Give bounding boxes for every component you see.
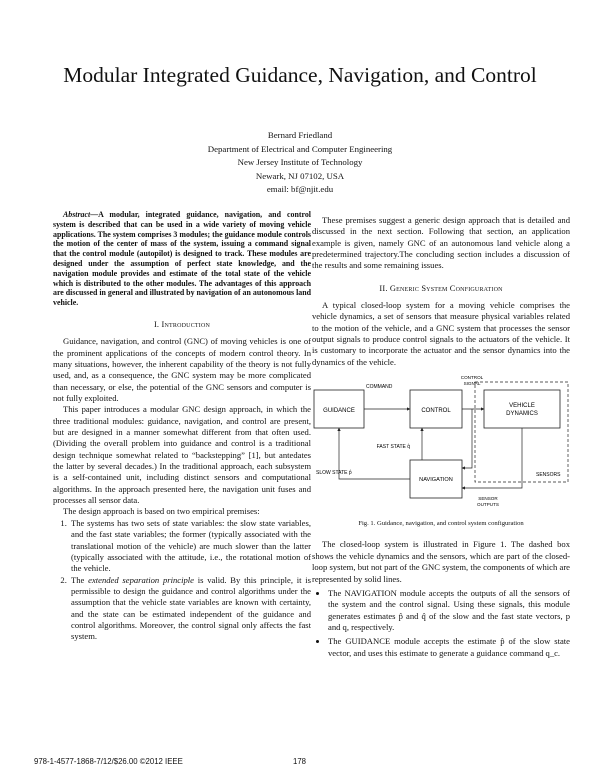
author-block xyxy=(60,129,540,197)
slow-state-label: SLOW STATE p̂ xyxy=(316,470,352,477)
bullet-2-label: GUIDANCE xyxy=(345,636,391,647)
paper-title: Modular Integrated Guidance, Navigation, and Control xyxy=(63,63,537,87)
bullet-guidance xyxy=(328,636,570,659)
fast-state-label: FAST STATE q̂ xyxy=(376,444,410,451)
right-column xyxy=(312,215,570,662)
vehicle-box xyxy=(484,390,560,428)
intro-paragraph-1: Guidance, navigation, and control (GNC) of moving vehicles is one of the prominent applications of the concepts of modern control theory. In many situations, however, the inherent capability of the theory is not fully used, and, as a consequence, the GNC system may be more complicated than necessary, or else, the potential of the GNC sensors and computer is not fully exploited. xyxy=(53,336,311,404)
guidance-label: GUIDANCE xyxy=(323,408,355,415)
author-city: Newark, NJ 07102, USA xyxy=(255,170,345,181)
premise-list xyxy=(53,518,311,643)
vehicle-label-2: DYNAMICS xyxy=(506,411,538,418)
premise-2-post: is valid. By this principle, it is permissible to design the guidance and control algorithms under the assumption that the vehicle state variables are known with certainty, and the state can be estimated independent of the guidance and control algorithms. Moreover, the control signal only affects the fast system. xyxy=(71,574,311,642)
abstract xyxy=(53,210,311,308)
config-heading: II. Generic System Configuration xyxy=(379,283,503,293)
intro-heading: I. Introduction xyxy=(153,319,211,329)
command-label: COMMAND xyxy=(366,384,393,391)
bullet-1-pre: The xyxy=(328,587,345,598)
author-institute: New Jersey Institute of Technology xyxy=(237,157,363,168)
author-name: Bernard Friedland xyxy=(267,130,333,140)
control-signal-label-2: SIGNAL xyxy=(463,381,481,387)
bullet-2-post: module accepts the estimate p̂ of the slow state vector, and uses this estimate to generate a guidance command q_c. xyxy=(328,636,570,658)
left-column xyxy=(53,210,311,643)
plant-dashed-box xyxy=(475,382,568,482)
author-dept: Department of Electrical and Computer Engineering xyxy=(207,143,393,154)
bullet-2-pre: The xyxy=(328,636,346,647)
bullet-1-post: module accepts the outputs of all the sensors of the system and the control signal. Using these signals, this module generates estimates p̂ and q̂ of the slow and the fast state vectors, p and q, respectively. xyxy=(328,587,570,632)
control-signal-label-1: CONTROL xyxy=(460,376,484,381)
sensors-label: SENSORS xyxy=(536,472,561,479)
page-number: 178 xyxy=(293,757,307,766)
sensor-outputs-label-2: OUTPUTS xyxy=(477,502,499,508)
intro-paragraph-2: This paper introduces a modular GNC design approach, in which the three traditional modules: guidance, navigation, and control are present, but are designed in a manner somewhat different from that often used. (Dividing the overall problem into guidance and control is a traditional design technique somewhat related to “backstepping” [1], but antedates the latter by several decades.) In the traditional approach, each subsystem is a self-contained unit, including distinct sensors and computational algorithms. In the approach presented here, the navigation unit fuses and processes all sensor data. xyxy=(53,404,311,506)
premise-2-pre: The xyxy=(71,574,89,585)
bullet-navigation xyxy=(328,588,570,633)
gnc-diagram xyxy=(312,376,570,514)
intro-paragraph-3: The design approach is based on two empirical premises: xyxy=(63,506,260,517)
abstract-label: Abstract xyxy=(63,210,91,219)
sensor-output-arrow xyxy=(462,428,522,488)
sensor-outputs-label-1: SENSOR xyxy=(478,496,498,502)
premise-2-emph: extended separation principle xyxy=(88,574,194,585)
module-list xyxy=(312,588,570,659)
premise-1: 1. The systems has two sets of state variables: the slow state variables, and the fast state variables; the former (typically associated with the translational motion of the vehicle) are much slower than the latter (typically associated with the attitude, i.e., the rotational motion of the vehicle. xyxy=(69,518,311,575)
figure-1 xyxy=(312,376,570,514)
config-paragraph-1: A typical closed-loop system for a moving vehicle comprises the vehicle dynamics, a set of sensors that measure physical variables related to the motion of the vehicle, and a GNC system that processes the sensor output signals to produce control signals to the actuators of the vehicle. It is customary to incorporate the actuator and the sensor dynamics into the dynamics of the vehicle. xyxy=(312,300,570,367)
footer-isbn: 978-1-4577-1868-7/12/$26.00 ©2012 IEEE xyxy=(34,757,183,766)
control-label: CONTROL xyxy=(421,408,451,415)
author-email: email: bf@njit.edu xyxy=(266,184,334,195)
config-paragraph-2: The closed-loop system is illustrated in Figure 1. The dashed box shows the vehicle dynamics and the sensors, which are part of the closed-loop system, but not part of the GNC system, the components of which are represented by solid lines. xyxy=(312,539,570,584)
figure-caption: Fig. 1. Guidance, navigation, and control system configuration xyxy=(358,520,524,528)
navigation-label: NAVIGATION xyxy=(419,477,453,484)
bullet-1-label: NAVIGATION xyxy=(344,587,397,598)
right-paragraph-1: These premises suggest a generic design approach that is detailed and discussed in the next section. Following that section, an application example is given, namely GNC of an autonomous land vehicle along a predetermined trajectory.The concluding section includes a discussion of the results and some remaining issues. xyxy=(312,215,570,271)
premise-2 xyxy=(69,575,311,643)
vehicle-label-1: VEHICLE xyxy=(509,403,535,410)
control-to-nav-arrow xyxy=(462,409,472,468)
abstract-text: —A modular, integrated guidance, navigation, and control system is described that can be used in a wide variety of moving vehicle applications. The system comprises 3 modules; the guidance module controls the motion of the center of mass of the system, issuing a command signal that the control module (autopilot) is designed to track. These modules are designed under the assumption of perfect state knowledge, and the navigation module provides and estimate of the total state of the vehicle which is distributed to the other modules. The advantages of this approach are discussed in general and illustrated by navigation of an autonomous land vehicle. xyxy=(53,210,311,308)
